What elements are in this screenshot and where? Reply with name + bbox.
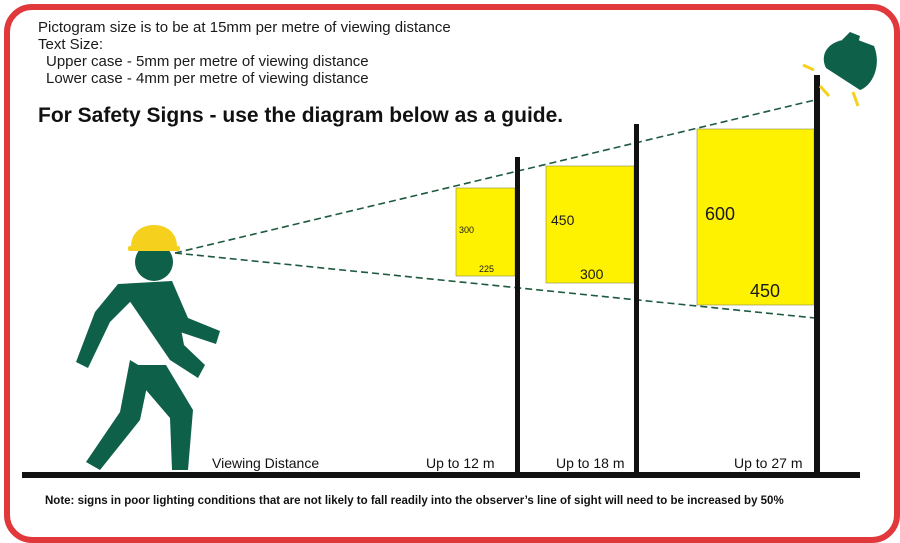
sign-27m-width-label: 450 xyxy=(750,281,781,301)
lighting-note: Note: signs in poor lighting conditions that are not likely to fall readily into the observer’s line of sight will need to be increased by 50% xyxy=(45,495,784,507)
intro-line-1: Pictogram size is to be at 15mm per metre of viewing distance xyxy=(38,19,451,36)
viewing-distance-label: Viewing Distance xyxy=(212,455,320,471)
distance-12m-label: Up to 12 m xyxy=(426,455,495,471)
post-27m xyxy=(814,75,820,475)
distance-27m-label: Up to 27 m xyxy=(734,455,803,471)
walking-person-icon xyxy=(76,243,220,470)
distance-18m-label: Up to 18 m xyxy=(556,455,625,471)
post-12m xyxy=(515,157,520,475)
page-title: For Safety Signs - use the diagram below as a guide. xyxy=(38,104,564,127)
intro-line-4: Lower case - 4mm per metre of viewing distance xyxy=(46,70,369,87)
sign-12m-width-label: 225 xyxy=(479,264,495,274)
sign-12m-height-label: 300 xyxy=(459,225,475,235)
sign-27m-height-label: 600 xyxy=(705,204,736,224)
intro-line-2: Text Size: xyxy=(38,36,104,53)
intro-line-3: Upper case - 5mm per metre of viewing distance xyxy=(46,53,369,70)
hard-hat-icon xyxy=(128,225,180,251)
ground-line xyxy=(22,472,860,478)
post-18m xyxy=(634,124,639,475)
sign-18m-height-label: 450 xyxy=(551,212,575,228)
sign-18m-width-label: 300 xyxy=(580,266,604,282)
